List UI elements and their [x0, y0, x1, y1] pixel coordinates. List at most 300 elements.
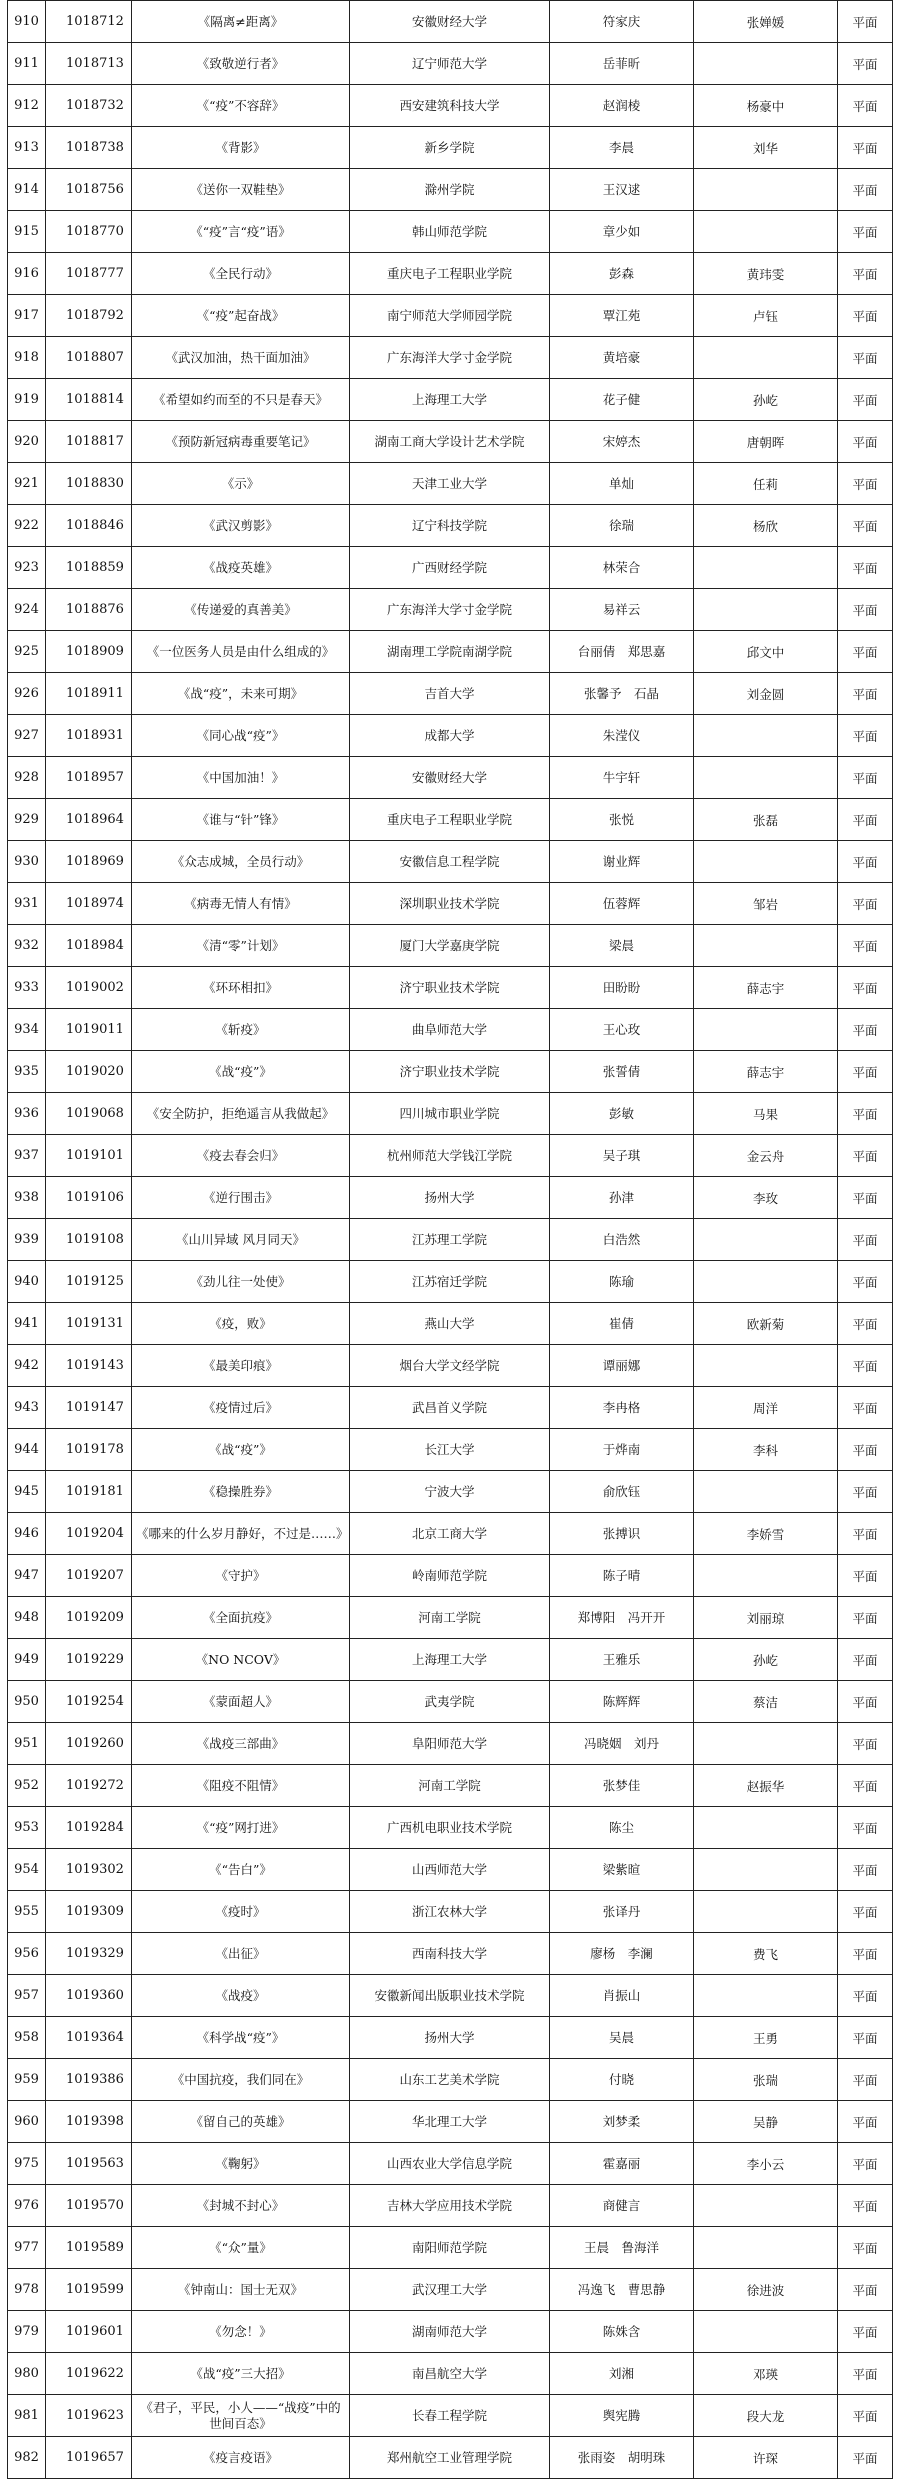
work-title-cell: 《同心战“疫”》 [132, 715, 350, 757]
advisor-name-cell [694, 715, 838, 757]
advisor-name-cell: 刘丽琼 [694, 1597, 838, 1639]
work-title-cell: 《战“疫”三大招》 [132, 2353, 350, 2395]
work-title-cell: 《谁与“针”锋》 [132, 799, 350, 841]
row-number-cell: 945 [8, 1471, 46, 1513]
row-number-cell: 939 [8, 1219, 46, 1261]
author-names-cell: 张馨予 石晶 [550, 673, 694, 715]
author-names-cell: 李冉格 [550, 1387, 694, 1429]
category-cell: 平面 [838, 2395, 893, 2437]
entry-code-cell: 1018957 [46, 757, 132, 799]
advisor-name-cell [694, 1807, 838, 1849]
author-names-cell: 陈瑜 [550, 1261, 694, 1303]
entry-code-cell: 1018756 [46, 169, 132, 211]
row-number-cell: 940 [8, 1261, 46, 1303]
author-names-cell: 彭森 [550, 253, 694, 295]
work-title-cell: 《斩疫》 [132, 1009, 350, 1051]
table-row [8, 589, 893, 631]
category-cell: 平面 [838, 883, 893, 925]
author-names-cell: 黄培豪 [550, 337, 694, 379]
table-row [8, 1723, 893, 1765]
entry-code-cell: 1019209 [46, 1597, 132, 1639]
advisor-name-cell: 张瑞 [694, 2059, 838, 2101]
author-names-cell: 郑博阳 冯开开 [550, 1597, 694, 1639]
category-cell: 平面 [838, 1219, 893, 1261]
advisor-name-cell: 唐朝晖 [694, 421, 838, 463]
entry-code-cell: 1019563 [46, 2143, 132, 2185]
work-title-cell: 《“众”量》 [132, 2227, 350, 2269]
school-name-cell: 上海理工大学 [350, 1639, 550, 1681]
entry-code-cell: 1018984 [46, 925, 132, 967]
table-row [8, 43, 893, 85]
table-row [8, 1891, 893, 1933]
row-number-cell: 911 [8, 43, 46, 85]
school-name-cell: 成都大学 [350, 715, 550, 757]
work-title-cell: 《战疫三部曲》 [132, 1723, 350, 1765]
author-names-cell: 牛宇轩 [550, 757, 694, 799]
category-cell: 平面 [838, 1513, 893, 1555]
category-cell: 平面 [838, 1975, 893, 2017]
table-row [8, 379, 893, 421]
table-row [8, 1303, 893, 1345]
school-name-cell: 岭南师范学院 [350, 1555, 550, 1597]
advisor-name-cell: 孙屹 [694, 379, 838, 421]
school-name-cell: 长江大学 [350, 1429, 550, 1471]
author-names-cell: 符家庆 [550, 1, 694, 43]
author-names-cell: 陈子晴 [550, 1555, 694, 1597]
table-row [8, 2269, 893, 2311]
author-names-cell: 李晨 [550, 127, 694, 169]
row-number-cell: 977 [8, 2227, 46, 2269]
category-cell: 平面 [838, 463, 893, 505]
school-name-cell: 辽宁科技学院 [350, 505, 550, 547]
entry-code-cell: 1018792 [46, 295, 132, 337]
entry-code-cell: 1018931 [46, 715, 132, 757]
school-name-cell: 南宁师范大学师园学院 [350, 295, 550, 337]
school-name-cell: 南阳师范学院 [350, 2227, 550, 2269]
author-names-cell: 廖杨 李澜 [550, 1933, 694, 1975]
work-title-cell: 《劲儿往一处使》 [132, 1261, 350, 1303]
row-number-cell: 924 [8, 589, 46, 631]
table-row [8, 2353, 893, 2395]
table-row [8, 2185, 893, 2227]
table-row [8, 169, 893, 211]
school-name-cell: 滁州学院 [350, 169, 550, 211]
school-name-cell: 曲阜师范大学 [350, 1009, 550, 1051]
work-title-cell: 《“告白”》 [132, 1849, 350, 1891]
row-number-cell: 935 [8, 1051, 46, 1093]
row-number-cell: 918 [8, 337, 46, 379]
author-names-cell: 冯逸飞 曹思静 [550, 2269, 694, 2311]
advisor-name-cell [694, 211, 838, 253]
school-name-cell: 广西机电职业技术学院 [350, 1807, 550, 1849]
row-number-cell: 950 [8, 1681, 46, 1723]
school-name-cell: 北京工商大学 [350, 1513, 550, 1555]
advisor-name-cell [694, 1849, 838, 1891]
school-name-cell: 山西农业大学信息学院 [350, 2143, 550, 2185]
author-names-cell: 徐瑞 [550, 505, 694, 547]
advisor-name-cell [694, 1219, 838, 1261]
school-name-cell: 宁波大学 [350, 1471, 550, 1513]
school-name-cell: 燕山大学 [350, 1303, 550, 1345]
advisor-name-cell: 任莉 [694, 463, 838, 505]
advisor-name-cell: 金云舟 [694, 1135, 838, 1177]
table-row [8, 1135, 893, 1177]
author-names-cell: 章少如 [550, 211, 694, 253]
school-name-cell: 安徽新闻出版职业技术学院 [350, 1975, 550, 2017]
advisor-name-cell [694, 169, 838, 211]
author-names-cell: 伍蓉辉 [550, 883, 694, 925]
category-cell: 平面 [838, 925, 893, 967]
work-title-cell: 《全面抗疫》 [132, 1597, 350, 1639]
entry-code-cell: 1019207 [46, 1555, 132, 1597]
advisor-name-cell: 张婵媛 [694, 1, 838, 43]
table-row [8, 1093, 893, 1135]
author-names-cell: 吴子琪 [550, 1135, 694, 1177]
table-row [8, 2227, 893, 2269]
row-number-cell: 937 [8, 1135, 46, 1177]
entry-code-cell: 1019329 [46, 1933, 132, 1975]
entry-code-cell: 1018777 [46, 253, 132, 295]
author-names-cell: 王汉逑 [550, 169, 694, 211]
school-name-cell: 江苏理工学院 [350, 1219, 550, 1261]
entry-code-cell: 1019204 [46, 1513, 132, 1555]
school-name-cell: 广东海洋大学寸金学院 [350, 589, 550, 631]
entry-code-cell: 1019260 [46, 1723, 132, 1765]
work-title-cell: 《战“疫”》 [132, 1051, 350, 1093]
category-cell: 平面 [838, 1639, 893, 1681]
school-name-cell: 安徽财经大学 [350, 757, 550, 799]
work-title-cell: 《环环相扣》 [132, 967, 350, 1009]
school-name-cell: 西南科技大学 [350, 1933, 550, 1975]
category-cell: 平面 [838, 1849, 893, 1891]
author-names-cell: 陈辉辉 [550, 1681, 694, 1723]
school-name-cell: 长春工程学院 [350, 2395, 550, 2437]
author-names-cell: 台丽倩 郑思嘉 [550, 631, 694, 673]
school-name-cell: 韩山师范学院 [350, 211, 550, 253]
school-name-cell: 江苏宿迁学院 [350, 1261, 550, 1303]
table-row [8, 631, 893, 673]
category-cell: 平面 [838, 2017, 893, 2059]
advisor-name-cell: 邱文中 [694, 631, 838, 673]
category-cell: 平面 [838, 1051, 893, 1093]
entry-code-cell: 1019106 [46, 1177, 132, 1219]
advisor-name-cell [694, 1261, 838, 1303]
advisor-name-cell: 许琛 [694, 2437, 838, 2479]
school-name-cell: 安徽信息工程学院 [350, 841, 550, 883]
entry-code-cell: 1018964 [46, 799, 132, 841]
row-number-cell: 919 [8, 379, 46, 421]
category-cell: 平面 [838, 2227, 893, 2269]
entry-code-cell: 1019125 [46, 1261, 132, 1303]
row-number-cell: 938 [8, 1177, 46, 1219]
entry-code-cell: 1019657 [46, 2437, 132, 2479]
entry-code-cell: 1018732 [46, 85, 132, 127]
work-title-cell: 《战“疫”》 [132, 1429, 350, 1471]
category-cell: 平面 [838, 2437, 893, 2479]
table-row [8, 1597, 893, 1639]
work-title-cell: 《战疫》 [132, 1975, 350, 2017]
table-row [8, 1261, 893, 1303]
category-cell: 平面 [838, 1555, 893, 1597]
work-title-cell: 《全民行动》 [132, 253, 350, 295]
advisor-name-cell: 李娇雪 [694, 1513, 838, 1555]
row-number-cell: 959 [8, 2059, 46, 2101]
category-cell: 平面 [838, 1135, 893, 1177]
work-title-cell: 《NO NCOV》 [132, 1639, 350, 1681]
work-title-cell: 《勿念！》 [132, 2311, 350, 2353]
work-title-cell: 《封城不封心》 [132, 2185, 350, 2227]
row-number-cell: 941 [8, 1303, 46, 1345]
advisor-name-cell [694, 1723, 838, 1765]
category-cell: 平面 [838, 2101, 893, 2143]
author-names-cell: 陈姝含 [550, 2311, 694, 2353]
row-number-cell: 954 [8, 1849, 46, 1891]
table-row [8, 1849, 893, 1891]
advisor-name-cell: 李科 [694, 1429, 838, 1471]
advisor-name-cell [694, 2311, 838, 2353]
row-number-cell: 912 [8, 85, 46, 127]
work-title-cell: 《山川异域 风月同天》 [132, 1219, 350, 1261]
table-row [8, 841, 893, 883]
entry-code-cell: 1019570 [46, 2185, 132, 2227]
table-row [8, 2101, 893, 2143]
author-names-cell: 谢业辉 [550, 841, 694, 883]
row-number-cell: 923 [8, 547, 46, 589]
work-title-cell: 《中国加油！》 [132, 757, 350, 799]
entry-code-cell: 1019622 [46, 2353, 132, 2395]
work-title-cell: 《出征》 [132, 1933, 350, 1975]
school-name-cell: 武汉理工大学 [350, 2269, 550, 2311]
school-name-cell: 山东工艺美术学院 [350, 2059, 550, 2101]
row-number-cell: 943 [8, 1387, 46, 1429]
category-cell: 平面 [838, 1891, 893, 1933]
row-number-cell: 917 [8, 295, 46, 337]
work-title-cell: 《背影》 [132, 127, 350, 169]
category-cell: 平面 [838, 127, 893, 169]
category-cell: 平面 [838, 1, 893, 43]
category-cell: 平面 [838, 1303, 893, 1345]
category-cell: 平面 [838, 211, 893, 253]
school-name-cell: 河南工学院 [350, 1597, 550, 1639]
row-number-cell: 920 [8, 421, 46, 463]
work-title-cell: 《稳操胜券》 [132, 1471, 350, 1513]
advisor-name-cell: 孙屹 [694, 1639, 838, 1681]
author-names-cell: 宋婷杰 [550, 421, 694, 463]
advisor-name-cell [694, 1471, 838, 1513]
school-name-cell: 济宁职业技术学院 [350, 1051, 550, 1093]
entry-code-cell: 1019272 [46, 1765, 132, 1807]
entry-code-cell: 1018807 [46, 337, 132, 379]
table-row [8, 2017, 893, 2059]
table-row [8, 1933, 893, 1975]
author-names-cell: 孙津 [550, 1177, 694, 1219]
entry-code-cell: 1018974 [46, 883, 132, 925]
school-name-cell: 西安建筑科技大学 [350, 85, 550, 127]
work-title-cell: 《送你一双鞋垫》 [132, 169, 350, 211]
table-row [8, 1387, 893, 1429]
entry-code-cell: 1019178 [46, 1429, 132, 1471]
table-body [8, 1, 893, 2479]
table-row [8, 757, 893, 799]
entry-code-cell: 1018713 [46, 43, 132, 85]
advisor-name-cell [694, 2185, 838, 2227]
author-names-cell: 林荣合 [550, 547, 694, 589]
entry-code-cell: 1018712 [46, 1, 132, 43]
author-names-cell: 梁晨 [550, 925, 694, 967]
entry-code-cell: 1018909 [46, 631, 132, 673]
row-number-cell: 942 [8, 1345, 46, 1387]
advisor-name-cell [694, 1891, 838, 1933]
author-names-cell: 王雅乐 [550, 1639, 694, 1681]
advisor-name-cell: 薛志宇 [694, 967, 838, 1009]
author-names-cell: 张雨姿 胡明珠 [550, 2437, 694, 2479]
entry-code-cell: 1019147 [46, 1387, 132, 1429]
entry-code-cell: 1019143 [46, 1345, 132, 1387]
category-cell: 平面 [838, 1387, 893, 1429]
row-number-cell: 976 [8, 2185, 46, 2227]
row-number-cell: 946 [8, 1513, 46, 1555]
entry-code-cell: 1018830 [46, 463, 132, 505]
row-number-cell: 915 [8, 211, 46, 253]
school-name-cell: 湖南师范大学 [350, 2311, 550, 2353]
row-number-cell: 949 [8, 1639, 46, 1681]
table-row [8, 1513, 893, 1555]
row-number-cell: 930 [8, 841, 46, 883]
entry-code-cell: 1019284 [46, 1807, 132, 1849]
row-number-cell: 928 [8, 757, 46, 799]
work-title-cell: 《隔离≠距离》 [132, 1, 350, 43]
table-row [8, 2059, 893, 2101]
entry-code-cell: 1019229 [46, 1639, 132, 1681]
author-names-cell: 刘湘 [550, 2353, 694, 2395]
work-title-cell: 《“疫”言“疫”语》 [132, 211, 350, 253]
row-number-cell: 981 [8, 2395, 46, 2437]
author-names-cell: 崔倩 [550, 1303, 694, 1345]
table-row [8, 2143, 893, 2185]
table-row [8, 799, 893, 841]
entry-code-cell: 1019623 [46, 2395, 132, 2437]
row-number-cell: 922 [8, 505, 46, 547]
school-name-cell: 厦门大学嘉庚学院 [350, 925, 550, 967]
category-cell: 平面 [838, 1009, 893, 1051]
advisor-name-cell [694, 1555, 838, 1597]
entry-code-cell: 1019398 [46, 2101, 132, 2143]
author-names-cell: 冯晓姻 刘丹 [550, 1723, 694, 1765]
author-names-cell: 付晓 [550, 2059, 694, 2101]
work-title-cell: 《战疫英雄》 [132, 547, 350, 589]
author-names-cell: 霍嘉丽 [550, 2143, 694, 2185]
advisor-name-cell [694, 757, 838, 799]
author-names-cell: 谭丽娜 [550, 1345, 694, 1387]
category-cell: 平面 [838, 1933, 893, 1975]
advisor-name-cell: 欧新菊 [694, 1303, 838, 1345]
category-cell: 平面 [838, 2311, 893, 2353]
entry-code-cell: 1019302 [46, 1849, 132, 1891]
school-name-cell: 湖南理工学院南湖学院 [350, 631, 550, 673]
category-cell: 平面 [838, 1723, 893, 1765]
school-name-cell: 华北理工大学 [350, 2101, 550, 2143]
category-cell: 平面 [838, 1681, 893, 1723]
table-row [8, 253, 893, 295]
author-names-cell: 赵润棱 [550, 85, 694, 127]
author-names-cell: 张悦 [550, 799, 694, 841]
school-name-cell: 武昌首义学院 [350, 1387, 550, 1429]
row-number-cell: 927 [8, 715, 46, 757]
advisor-name-cell [694, 337, 838, 379]
advisor-name-cell [694, 43, 838, 85]
advisor-name-cell: 薛志宇 [694, 1051, 838, 1093]
school-name-cell: 重庆电子工程职业学院 [350, 253, 550, 295]
table-row [8, 85, 893, 127]
advisor-name-cell: 周洋 [694, 1387, 838, 1429]
entry-code-cell: 1018846 [46, 505, 132, 547]
row-number-cell: 951 [8, 1723, 46, 1765]
entry-code-cell: 1019364 [46, 2017, 132, 2059]
school-name-cell: 武夷学院 [350, 1681, 550, 1723]
work-title-cell: 《战“疫”，未来可期》 [132, 673, 350, 715]
author-names-cell: 舆宪腾 [550, 2395, 694, 2437]
author-names-cell: 吴晨 [550, 2017, 694, 2059]
school-name-cell: 湖南工商大学设计艺术学院 [350, 421, 550, 463]
category-cell: 平面 [838, 1471, 893, 1513]
entry-code-cell: 1018859 [46, 547, 132, 589]
category-cell: 平面 [838, 379, 893, 421]
advisor-name-cell: 邓瑛 [694, 2353, 838, 2395]
work-title-cell: 《最美印痕》 [132, 1345, 350, 1387]
table-row [8, 1975, 893, 2017]
work-title-cell: 《示》 [132, 463, 350, 505]
row-number-cell: 958 [8, 2017, 46, 2059]
row-number-cell: 936 [8, 1093, 46, 1135]
advisor-name-cell [694, 547, 838, 589]
table-row [8, 1345, 893, 1387]
category-cell: 平面 [838, 799, 893, 841]
work-title-cell: 《清“零”计划》 [132, 925, 350, 967]
entry-code-cell: 1019101 [46, 1135, 132, 1177]
entry-code-cell: 1018817 [46, 421, 132, 463]
advisor-name-cell: 刘金圆 [694, 673, 838, 715]
category-cell: 平面 [838, 967, 893, 1009]
row-number-cell: 948 [8, 1597, 46, 1639]
advisor-name-cell: 刘华 [694, 127, 838, 169]
author-names-cell: 张誓倩 [550, 1051, 694, 1093]
row-number-cell: 982 [8, 2437, 46, 2479]
table-row [8, 295, 893, 337]
entry-code-cell: 1019108 [46, 1219, 132, 1261]
row-number-cell: 947 [8, 1555, 46, 1597]
row-number-cell: 953 [8, 1807, 46, 1849]
advisor-name-cell: 黄玮雯 [694, 253, 838, 295]
work-title-cell: 《预防新冠病毒重要笔记》 [132, 421, 350, 463]
work-title-cell: 《希望如约而至的不只是春天》 [132, 379, 350, 421]
table-row [8, 421, 893, 463]
table-row [8, 1639, 893, 1681]
category-cell: 平面 [838, 757, 893, 799]
school-name-cell: 天津工业大学 [350, 463, 550, 505]
school-name-cell: 杭州师范大学钱江学院 [350, 1135, 550, 1177]
category-cell: 平面 [838, 1429, 893, 1471]
advisor-name-cell: 段大龙 [694, 2395, 838, 2437]
school-name-cell: 四川城市职业学院 [350, 1093, 550, 1135]
entry-code-cell: 1018770 [46, 211, 132, 253]
work-title-cell: 《鞠躬》 [132, 2143, 350, 2185]
row-number-cell: 978 [8, 2269, 46, 2311]
entry-code-cell: 1019020 [46, 1051, 132, 1093]
category-cell: 平面 [838, 253, 893, 295]
author-names-cell: 张译丹 [550, 1891, 694, 1933]
table-row [8, 1681, 893, 1723]
advisor-name-cell: 邹岩 [694, 883, 838, 925]
